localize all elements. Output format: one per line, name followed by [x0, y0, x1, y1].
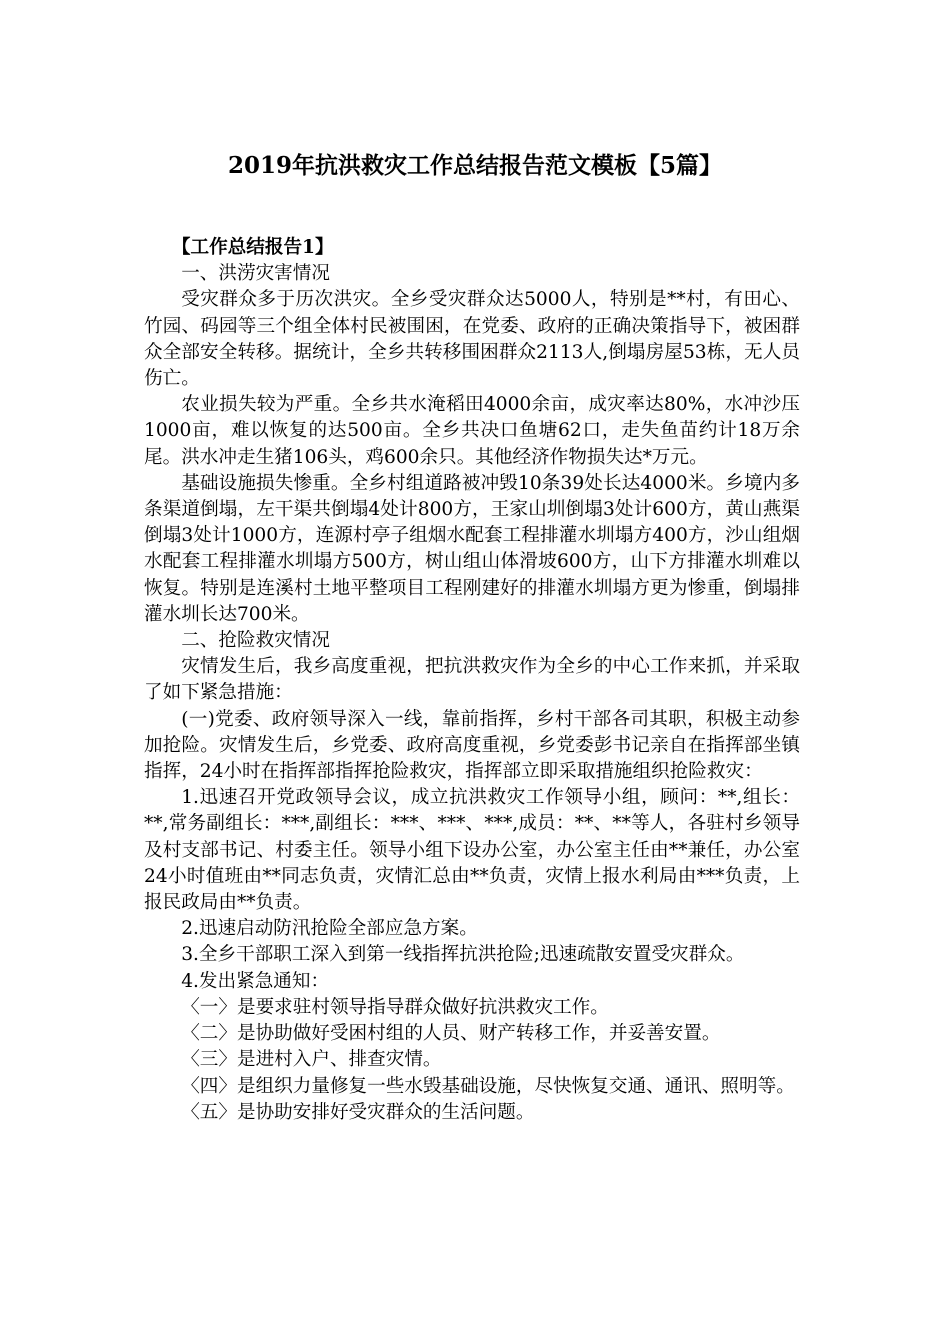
document-body — [144, 235, 800, 1126]
list-item: 〈一〉是要求驻村领导指导群众做好抗洪救灾工作。 — [181, 996, 609, 1018]
document-title: 2019年抗洪救灾工作总结报告范文模板【5篇】 — [227, 152, 723, 179]
paragraph: 灾情发生后，我乡高度重视，把抗洪救灾作为全乡的中心工作来抓，并采取了如下紧急措施： — [144, 656, 800, 704]
paragraph: 基础设施损失惨重。全乡村组道路被冲毁10条39处长达4000米。乡境内多条渠道倒塌，左干渠共倒塌4处计800方，王家山圳倒塌3处计600方，黄山燕渠倒塌3处计1000方，连源村亭子组烟水配套工程排灌水圳塌方400方，沙山组烟水配套工程排灌水圳塌方500方，树山组山体滑坡600方，山下方排灌水圳难以恢复。特别是连溪村土地平整项目工程刚建好的排灌水圳塌方更为惨重，倒塌排灌水圳长达700米。 — [144, 472, 801, 625]
list-item: 〈二〉是协助做好受困村组的人员、财产转移工作，并妥善安置。 — [181, 1023, 721, 1045]
paragraph: 农业损失较为严重。全乡共水淹稻田4000余亩，成灾率达80%，水冲沙压1000亩，难以恢复的达500亩。全乡共决口鱼塘62口，走失鱼苗约计18万余尾。洪水冲走生猪106头，鸡600余只。其他经济作物损失达*万元。 — [144, 394, 800, 468]
subsection-heading: 二、抢险救灾情况 — [181, 630, 330, 652]
paragraph: 2.迅速启动防汛抢险全部应急方案。 — [181, 918, 478, 940]
paragraph: 受灾群众多于历次洪灾。全乡受灾群众达5000人，特别是**村，有田心、竹园、码园等三个组全体村民被围困，在党委、政府的正确决策指导下，被困群众全部安全转移。据统计，全乡共转移围困群众2113人,倒塌房屋53栋，无人员伤亡。 — [144, 289, 800, 390]
list-item: 〈四〉是组织力量修复一些水毁基础设施，尽快恢复交通、通讯、照明等。 — [181, 1075, 795, 1097]
list-item: 〈五〉是协助安排好受灾群众的生活问题。 — [181, 1101, 535, 1123]
section-heading: 【工作总结报告1】 — [171, 237, 334, 258]
subsection-heading: 一、洪涝灾害情况 — [181, 263, 330, 285]
paragraph: 1.迅速召开党政领导会议，成立抗洪救灾工作领导小组，顾问：**,组长：**,常务副组长：***,副组长：***、***、***,成员：**、**等人，各驻村乡领导及村支部书记、村委主任。领导小组下设办公室，办公室主任由**兼任，办公室24小时值班由**同志负责，灾情汇总由**负责，灾情上报水利局由***负责，上报民政局由**负责。 — [144, 787, 800, 914]
list-item: 〈三〉是进村入户、排查灾情。 — [181, 1049, 442, 1071]
paragraph: (一)党委、政府领导深入一线，靠前指挥，乡村干部各司其职，积极主动参加抢险。灾情发生后，乡党委、政府高度重视，乡党委彭书记亲自在指挥部坐镇指挥，24小时在指挥部指挥抢险救灾，指挥部立即采取措施组织抢险救灾： — [144, 708, 800, 783]
paragraph: 4.发出紧急通知： — [181, 970, 330, 992]
paragraph: 3.全乡干部职工深入到第一线指挥抗洪抢险;迅速疏散安置受灾群众。 — [181, 944, 745, 966]
